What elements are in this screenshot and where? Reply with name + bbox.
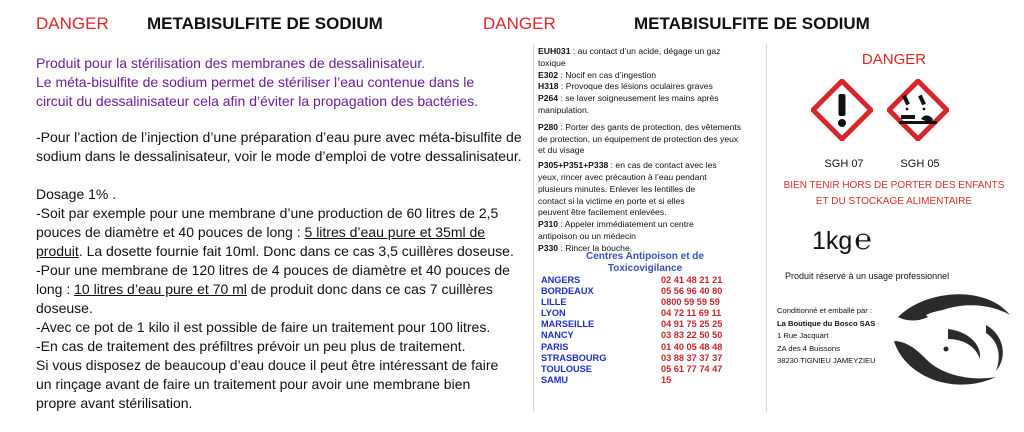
hazard-euh031 — [538, 46, 762, 58]
text-line: -Pour une membrane de 120 litres de 4 pouces de diamètre et 40 pouces de — [36, 262, 510, 278]
hazard-text: de protection, un équipement de protection des yeux — [538, 133, 739, 144]
text-line: -Pour l’action de l’injection d’une préparation d’eau pure avec méta-bisulfite de — [36, 129, 522, 145]
phone-number: 05 56 96 40 80 — [661, 286, 723, 297]
address-line: 38230 TIGNIEU JAMEYZIEU — [777, 356, 876, 365]
hazard-p310 — [538, 219, 762, 231]
hazard-code: P310 — [538, 219, 559, 230]
left-danger-label: DANGER — [36, 14, 109, 33]
right-danger-label: DANGER — [483, 14, 556, 33]
intro-line-3: circuit du dessalinisateur cela afin d’éviter la propagation des bactéries. — [36, 93, 479, 109]
text-line: Si vous disposez de beaucoup d’eau douce il peut être intéressant de faire — [36, 357, 499, 373]
dosage-label: Dosage 1% . — [36, 186, 117, 202]
panel-danger-label: DANGER — [861, 51, 927, 68]
hazard-h318 — [538, 81, 762, 93]
hazard-text: : Rincer la bouche. — [558, 242, 633, 253]
right-product-title: METABISULFITE DE SODIUM — [634, 14, 870, 33]
text-line: -En cas de traitement des préfiltres prévoir un peu plus de traitement. — [36, 338, 466, 354]
hazard-text: : au contact d’un acide, dégage un gaz — [570, 46, 721, 56]
professional-use-notice: Produit réservé à un usage professionnel — [785, 271, 950, 281]
city-name: NANCY — [541, 330, 574, 341]
address-line: ZA des 4 Buissons — [777, 343, 840, 353]
antipoison-title — [541, 251, 749, 275]
list-item — [541, 330, 751, 341]
net-weight-value: 1kg — [812, 227, 853, 255]
hazard-p280 — [538, 122, 762, 134]
hazard-text: antipoison ou un médecin — [538, 230, 636, 241]
product-intro — [36, 54, 506, 111]
hazard-code: P330 — [538, 242, 559, 253]
address-line: 1 Rue Jacquart — [777, 331, 829, 340]
underlined-quantity: 5 litres d’eau pure et 35ml de — [304, 224, 486, 240]
keep-away-warning — [768, 178, 1020, 210]
underlined-quantity: produit — [36, 243, 79, 259]
city-name: ANGERS — [541, 275, 581, 285]
hazard-text: toxique — [538, 57, 566, 68]
hazard-code: P280 — [538, 121, 559, 132]
intro-line-1: Produit pour la stérilisation des membranes de dessalinisateur. — [36, 55, 426, 71]
hazard-text: : Provoque des lésions oculaires graves — [558, 81, 713, 92]
antipoison-title-line-2: Toxicovigilance — [607, 263, 683, 274]
text-fragment: long : — [36, 281, 75, 297]
text-line — [36, 242, 526, 261]
phone-number: 0800 59 59 59 — [661, 297, 720, 308]
phone-number: 05 61 77 74 47 — [661, 363, 723, 374]
city-name: LILLE — [541, 297, 567, 308]
hazard-code: P305+P351+P338 — [538, 160, 609, 171]
exclamation-hazard-icon — [811, 79, 873, 141]
intro-line-2: Le méta-bisulfite de sodium permet de stériliser l’eau contenue dans le — [36, 74, 475, 90]
net-weight — [812, 223, 872, 258]
list-item — [541, 297, 751, 308]
hazard-text: yeux, rincer avec précaution à l’eau pendant — [538, 171, 707, 182]
text-line: sodium dans le dessalinisateur, voir le mode d’emploi de votre dessalinisateur. — [36, 148, 522, 164]
injection-instructions — [36, 128, 526, 166]
city-name: MARSEILLE — [541, 319, 595, 330]
hazard-text: plusieurs minutes. Enlever les lentilles de — [538, 183, 696, 194]
text-fragment: . La dosette fournie fait 10ml. Donc dans ce cas 3,5 cuillères doseuse. — [78, 243, 514, 259]
keep-away-line-1: BIEN TENIR HORS DE PORTER DES ENFANTS — [783, 180, 1005, 191]
hazard-text: : en cas de contact avec les — [608, 160, 717, 171]
list-item — [541, 319, 751, 330]
antipoison-list — [541, 275, 751, 386]
phone-number: 03 88 37 37 37 — [661, 352, 723, 363]
city-name: TOULOUSE — [541, 363, 592, 374]
sgh07-label: SGH 07 — [824, 158, 864, 170]
corrosive-hazard-icon — [887, 79, 949, 141]
list-item — [541, 375, 751, 386]
hazard-code: H318 — [538, 81, 559, 92]
list-item — [541, 275, 751, 286]
city-name: PARIS — [541, 341, 569, 352]
hazard-p305 — [538, 160, 762, 172]
column-divider-2 — [766, 44, 767, 412]
dolphin-logo-icon — [886, 285, 1018, 397]
underlined-quantity: 10 litres d’eau pure et 70 ml — [74, 281, 247, 297]
city-name: SAMU — [541, 374, 569, 385]
hazard-code: E302 — [538, 69, 559, 80]
hazard-text: et du visage — [538, 145, 585, 156]
hazard-text: : se laver soigneusement les mains après — [558, 93, 719, 104]
text-fragment: de produit donc dans ce cas 7 cuillères — [246, 281, 493, 297]
company-name: La Boutique du Bosco SAS — [777, 318, 876, 328]
packed-by-label: Conditionné et emballé par : — [777, 306, 872, 315]
text-line: -Avec ce pot de 1 kilo il est possible de faire un traitement pour 100 litres. — [36, 319, 491, 335]
text-line: -Soit par exemple pour une membrane d’une production de 60 litres de 2,5 — [36, 205, 499, 221]
hazard-text: : Porter des gants de protection, des vêtements — [558, 121, 742, 132]
phone-number: 15 — [661, 374, 672, 385]
sgh05-label: SGH 05 — [900, 158, 940, 170]
hazard-text: manipulation. — [538, 104, 590, 115]
hazard-text: contact si la victime en porte et si elles — [538, 195, 685, 206]
hazard-text: : Appeler immédiatement un centre — [558, 219, 694, 230]
text-fragment: pouces de diamètre et 40 pouces de long : — [36, 224, 305, 240]
list-item — [541, 308, 751, 319]
phone-number: 04 72 11 69 11 — [661, 308, 722, 319]
left-product-title: METABISULFITE DE SODIUM — [147, 14, 383, 33]
hazard-text: : Nocif en cas d’ingestion — [558, 69, 657, 80]
city-name: STRASBOURG — [541, 352, 607, 363]
hazard-code: P264 — [538, 93, 559, 104]
hazard-p264 — [538, 93, 762, 105]
text-line: propre avant stérilisation. — [36, 395, 193, 411]
city-name: BORDEAUX — [541, 286, 594, 297]
list-item — [541, 342, 751, 353]
hazard-statements — [538, 46, 762, 255]
list-item — [541, 353, 751, 364]
text-line: un rinçage avant de faire un traitement pour avoir une membrane bien — [36, 376, 471, 392]
text-line: doseuse. — [36, 300, 93, 316]
text-line — [36, 280, 526, 299]
list-item — [541, 364, 751, 375]
hazard-e302 — [538, 70, 762, 82]
antipoison-title-line-1: Centres Antipoison et de — [586, 251, 704, 262]
column-divider-1 — [533, 44, 534, 412]
city-name: LYON — [541, 308, 566, 319]
list-item — [541, 286, 751, 297]
text-line — [36, 223, 526, 242]
packager-info — [777, 305, 876, 368]
phone-number: 01 40 05 48 48 — [661, 341, 723, 352]
estimated-sign-icon: ℮ — [854, 224, 872, 256]
phone-number: 04 91 75 25 25 — [661, 319, 723, 330]
dosage-instructions — [36, 185, 526, 413]
hazard-code: EUH031 — [538, 46, 571, 56]
hazard-text: peuvent être facilement enlevées. — [538, 207, 667, 218]
phone-number: 02 41 48 21 21 — [661, 275, 723, 285]
keep-away-line-2: ET DU STOCKAGE ALIMENTAIRE — [815, 196, 973, 207]
phone-number: 03 83 22 50 50 — [661, 330, 723, 341]
